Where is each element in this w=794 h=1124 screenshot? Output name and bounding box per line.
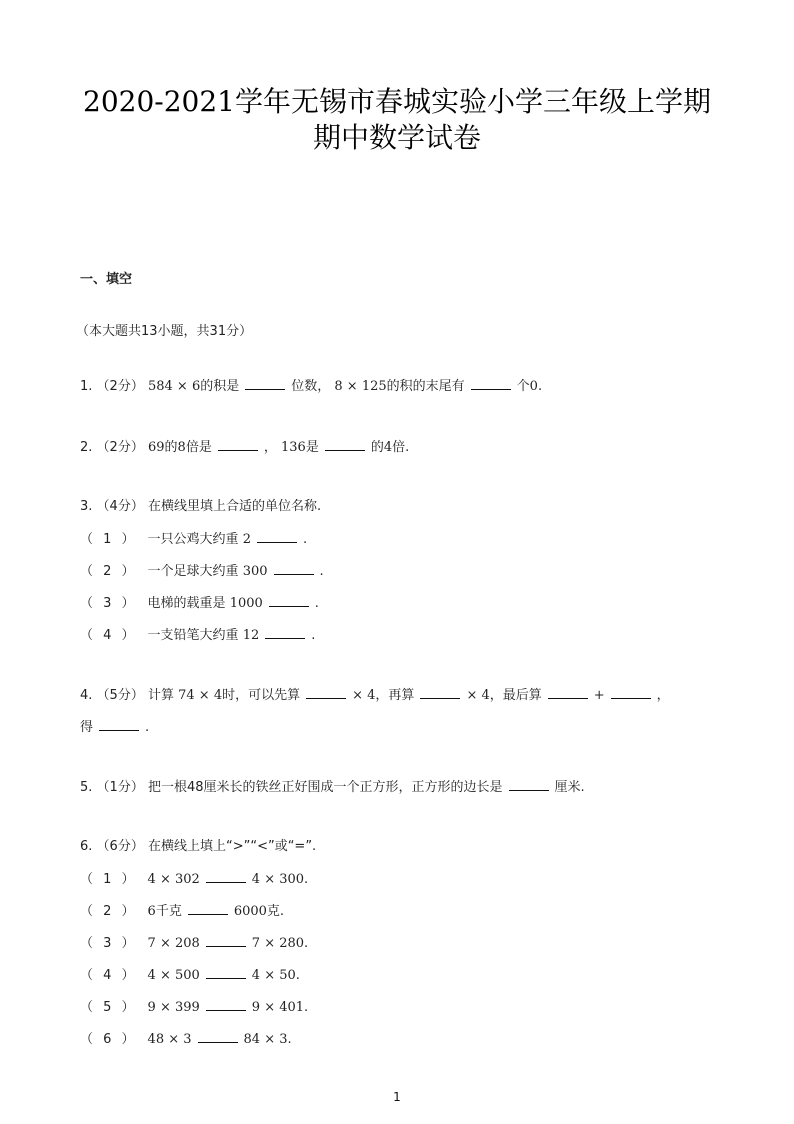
item-end: . [304,1000,309,1015]
q-score: （1分） [96,780,144,795]
question-3-item-2 [80,562,324,581]
item-end: . [295,968,300,983]
question-6-item-3 [80,934,308,953]
item-value: 1000 [229,596,263,611]
answer-blank[interactable] [245,377,285,390]
exam-title-line2: 期中数学试卷 [312,121,481,154]
item-right: 4 × 50 [251,968,296,983]
question-3 [80,498,321,516]
q-text: 位数， [291,379,331,394]
item-label: （ 4 ） [80,628,138,643]
q-score: （2分） [96,440,144,455]
answer-blank[interactable] [548,686,588,699]
item-value: 12 [242,628,260,643]
item-label: （ 2 ） [80,564,138,579]
q-text: 得 [80,720,94,735]
question-6-item-4 [80,966,300,985]
item-label: （ 5 ） [80,1000,138,1015]
item-label: （ 2 ） [80,904,138,919]
q-number: 4. [80,688,93,703]
answer-blank[interactable] [269,594,309,607]
item-end: . [279,904,285,919]
item-end: . [314,596,319,611]
item-text: 一只公鸡大约重 [147,532,239,547]
item-right: 6000克 [233,904,280,919]
answer-blank[interactable] [198,1030,238,1043]
q-number: 3. [80,499,93,514]
answer-blank[interactable] [206,870,246,883]
page-number: 1 [393,1090,401,1104]
answer-blank[interactable] [206,966,246,979]
item-right: 4 × 300 [251,872,305,887]
item-label: （ 3 ） [80,596,138,611]
question-4-cont [80,718,149,737]
item-text: 一个足球大约重 [147,564,239,579]
q-text: ，最后算 [489,688,542,703]
q-value: 0 [529,379,538,394]
q-text: 厘米. [554,780,585,795]
q-text: 在横线里填上合适的单位名称. [147,499,322,514]
q-text: 是 [305,440,319,455]
item-end: . [304,936,309,951]
q-text: 倍是 [185,440,212,455]
answer-blank[interactable] [99,718,139,731]
q-value: 136 [280,440,306,455]
q-end: 倍. [392,440,410,455]
item-left: 6千克 [147,904,182,919]
answer-blank[interactable] [274,562,314,575]
q-expr: 8 × 125 [334,379,387,394]
q-text: 时，可以先算 [222,688,301,703]
item-left: 4 × 302 [147,872,200,887]
q-text: ， [656,688,670,703]
item-left: 4 × 500 [147,968,200,983]
item-end: . [302,532,308,547]
q-end: . [537,379,543,394]
question-5 [80,778,585,797]
item-text: 一支铅笔大约重 [147,628,239,643]
question-6 [80,838,316,856]
q-text: 在横线上填上“>”“<”或“=”. [147,839,317,854]
question-3-item-4 [80,626,315,645]
item-end: . [319,564,324,579]
item-right: 84 × 3 [243,1032,288,1047]
section-summary: （本大题共13小题，共31分） [76,324,253,339]
q-text: 的积的末尾有 [386,379,465,394]
question-6-item-5 [80,998,308,1017]
question-6-item-2 [80,902,284,921]
item-end: . [311,628,316,643]
item-label: （ 4 ） [80,968,138,983]
answer-blank[interactable] [325,438,365,451]
q-text: 的积是 [200,379,240,394]
answer-blank[interactable] [420,686,460,699]
q-score: （5分） [96,688,144,703]
q-number: 6. [80,839,93,854]
q-number: 2. [80,440,93,455]
question-6-item-1 [80,870,308,889]
answer-blank[interactable] [206,934,246,947]
section-heading: 一、填空 [80,272,133,287]
answer-blank[interactable] [611,686,651,699]
q-number: 5. [80,780,93,795]
q-text: 个 [516,379,530,394]
q-text: 的 [370,440,384,455]
q-text: ，再算 [375,688,415,703]
item-value: 300 [242,564,268,579]
q-score: （2分） [96,379,144,394]
q-expr: 74 × 4 [178,688,223,703]
q-expr: × 4 [466,688,490,703]
q-end: . [145,720,150,735]
item-label: （ 6 ） [80,1032,138,1047]
answer-blank[interactable] [471,377,511,390]
question-4 [80,686,670,705]
question-3-item-1 [80,530,307,549]
q-score: （6分） [96,839,144,854]
answer-blank[interactable] [206,998,246,1011]
q-value: 4 [383,440,393,455]
answer-blank[interactable] [306,686,346,699]
item-right: 7 × 280 [251,936,305,951]
item-right: 9 × 401 [251,1000,305,1015]
question-3-item-3 [80,594,319,613]
item-left: 7 × 208 [147,936,200,951]
q-expr: 584 × 6 [147,379,201,394]
answer-blank[interactable] [265,626,305,639]
answer-blank[interactable] [257,530,297,543]
q-number: 1. [80,379,93,394]
question-1 [80,377,542,396]
question-6-item-6 [80,1030,292,1049]
item-left: 9 × 399 [147,1000,200,1015]
q-text: ， [263,440,277,455]
item-end: . [304,872,309,887]
q-text: 计算 [147,688,174,703]
q-value: 69 [147,440,165,455]
item-label: （ 3 ） [80,936,138,951]
item-label: （ 1 ） [80,532,138,547]
answer-blank[interactable] [218,438,258,451]
item-text: 电梯的载重是 [147,596,226,611]
item-label: （ 1 ） [80,872,138,887]
exam-title-line1: 2020-2021学年无锡市春城实验小学三年级上学期 [83,85,711,118]
answer-blank[interactable] [509,778,549,791]
q-score: （4分） [96,499,144,514]
q-text: 把一根48厘米长的铁丝正好围成一个正方形，正方形的边长是 [147,780,503,795]
q-expr: × 4 [352,688,376,703]
item-end: . [287,1032,292,1047]
q-text: 的 [164,440,178,455]
plus-sign: + [593,688,605,703]
question-2 [80,438,409,457]
answer-blank[interactable] [188,902,228,915]
item-left: 48 × 3 [147,1032,192,1047]
item-value: 2 [242,532,251,547]
q-value: 8 [177,440,186,455]
